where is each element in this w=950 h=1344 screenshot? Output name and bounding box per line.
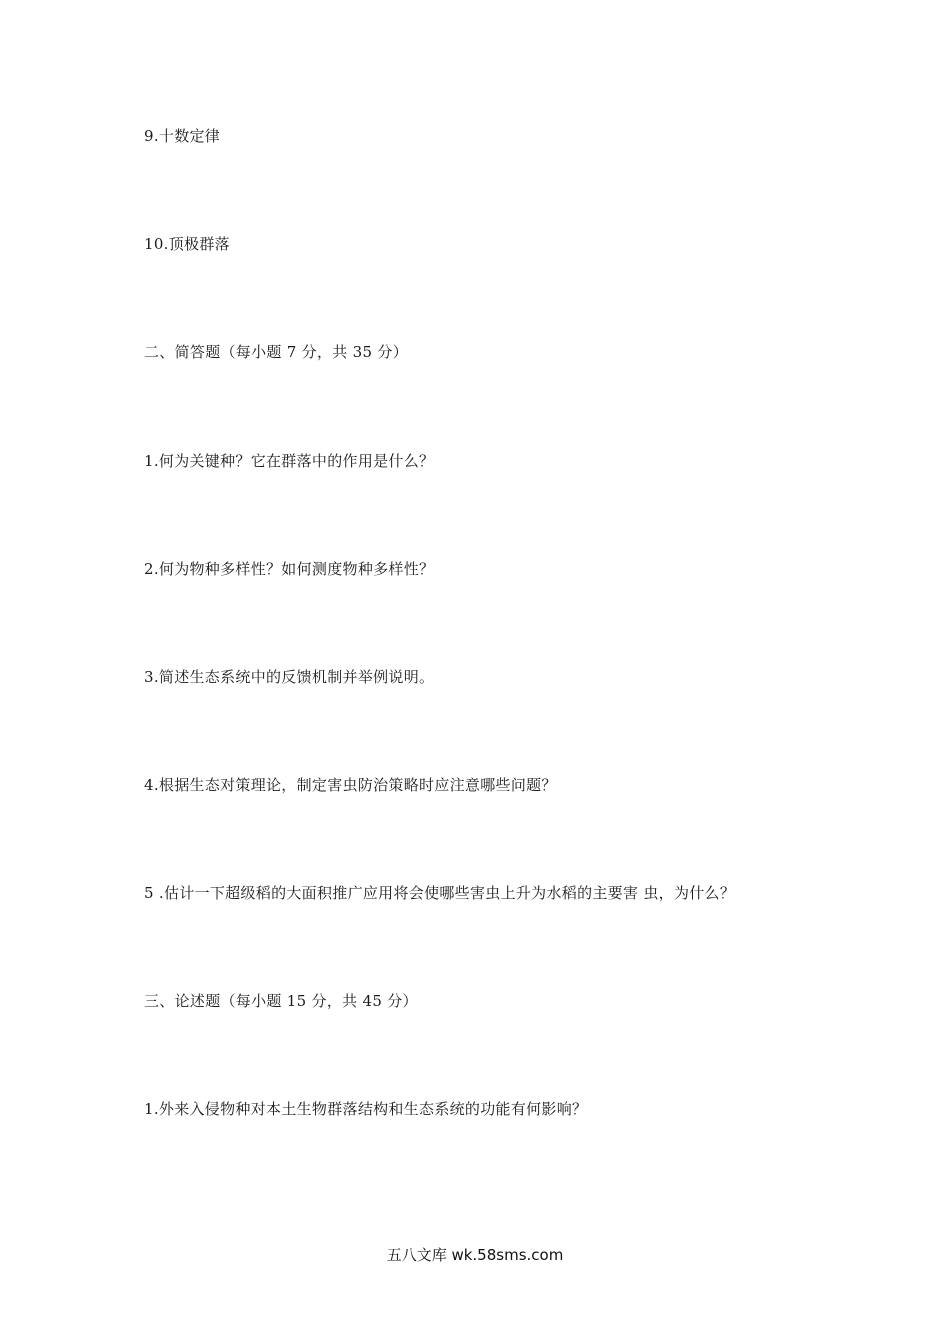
question-short-2: 2.何为物种多样性？如何测度物种多样性？	[144, 560, 435, 578]
section-heading-short-answer: 二、简答题（每小题 7 分，共 35 分）	[144, 343, 409, 361]
question-essay-1: 1.外来入侵物种对本土生物群落结构和生态系统的功能有何影响？	[144, 1100, 588, 1118]
question-short-5: 5 .估计一下超级稻的大面积推广应用将会使哪些害虫上升为水稻的主要害 虫，为什么？	[144, 884, 736, 902]
question-short-3: 3.简述生态系统中的反馈机制并举例说明。	[144, 668, 435, 686]
term-10: 10.顶极群落	[144, 235, 230, 253]
question-short-1: 1.何为关键种？它在群落中的作用是什么？	[144, 452, 435, 470]
section-heading-essay: 三、论述题（每小题 15 分，共 45 分）	[144, 992, 418, 1010]
term-9: 9.十数定律	[144, 127, 221, 145]
footer-watermark: 五八文库 wk.58sms.com	[386, 1246, 564, 1264]
question-short-4: 4.根据生态对策理论，制定害虫防治策略时应注意哪些问题？	[144, 776, 557, 794]
